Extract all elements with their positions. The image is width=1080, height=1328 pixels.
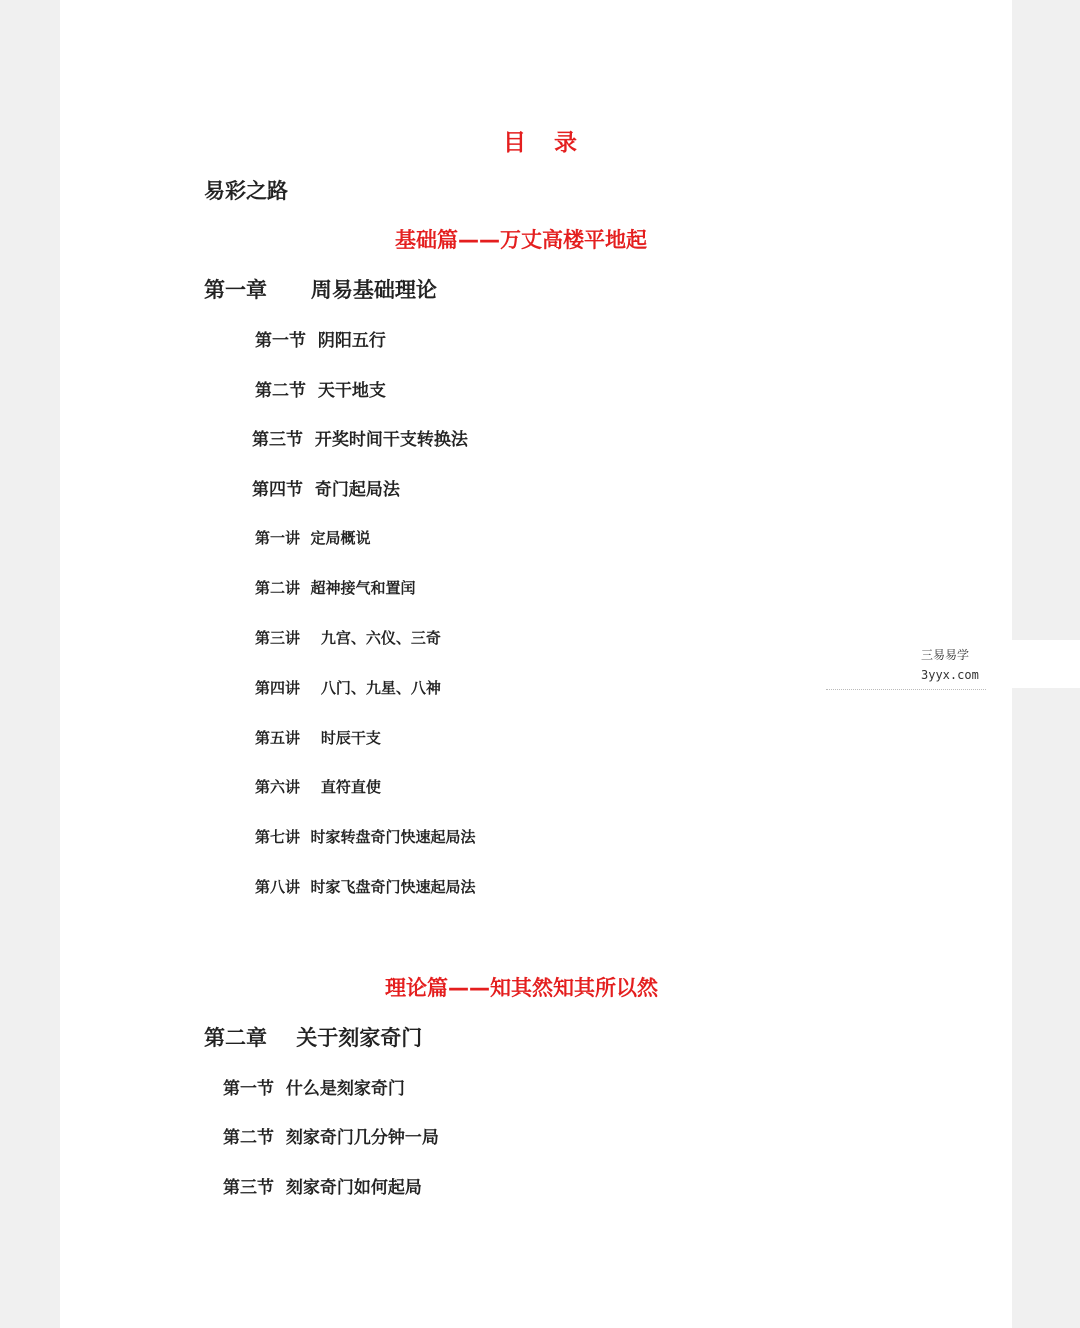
toc-section: 第三节 开奖时间干支转换法 (252, 430, 468, 450)
toc-section: 第一节 阴阳五行 (255, 331, 386, 351)
toc-section: 第一节 什么是刻家奇门 (223, 1079, 405, 1099)
toc-lecture: 第三讲 九宫、六仪、三奇 (255, 629, 441, 647)
toc-lecture: 第八讲 时家飞盘奇门快速起局法 (255, 878, 476, 896)
watermark-url: 3yyx.com (921, 668, 979, 682)
toc-lecture: 第二讲 超神接气和置闰 (255, 579, 416, 597)
prologue-heading: 易彩之路 (204, 179, 288, 203)
watermark-text: 三易易学 (921, 648, 970, 662)
toc-title: 目 录 (503, 130, 588, 156)
watermark-backdrop (1012, 640, 1080, 688)
toc-lecture: 第五讲 时辰干支 (255, 729, 381, 747)
toc-lecture: 第四讲 八门、九星、八神 (255, 679, 441, 697)
part-heading-theory: 理论篇——知其然知其所以然 (385, 976, 658, 1000)
toc-section: 第二节 刻家奇门几分钟一局 (223, 1128, 439, 1148)
document-page (60, 0, 1012, 1328)
toc-section: 第四节 奇门起局法 (252, 480, 400, 500)
chapter-heading-1: 第一章 周易基础理论 (204, 278, 437, 302)
toc-lecture: 第七讲 时家转盘奇门快速起局法 (255, 828, 476, 846)
chapter-heading-2: 第二章 关于刻家奇门 (204, 1026, 423, 1050)
toc-section: 第二节 天干地支 (255, 381, 386, 401)
toc-section: 第三节 刻家奇门如何起局 (223, 1178, 422, 1198)
part-heading-basics: 基础篇——万丈高楼平地起 (395, 228, 647, 252)
toc-lecture: 第六讲 直符直使 (255, 778, 381, 796)
toc-lecture: 第一讲 定局概说 (255, 529, 371, 547)
watermark-dots (826, 689, 986, 691)
